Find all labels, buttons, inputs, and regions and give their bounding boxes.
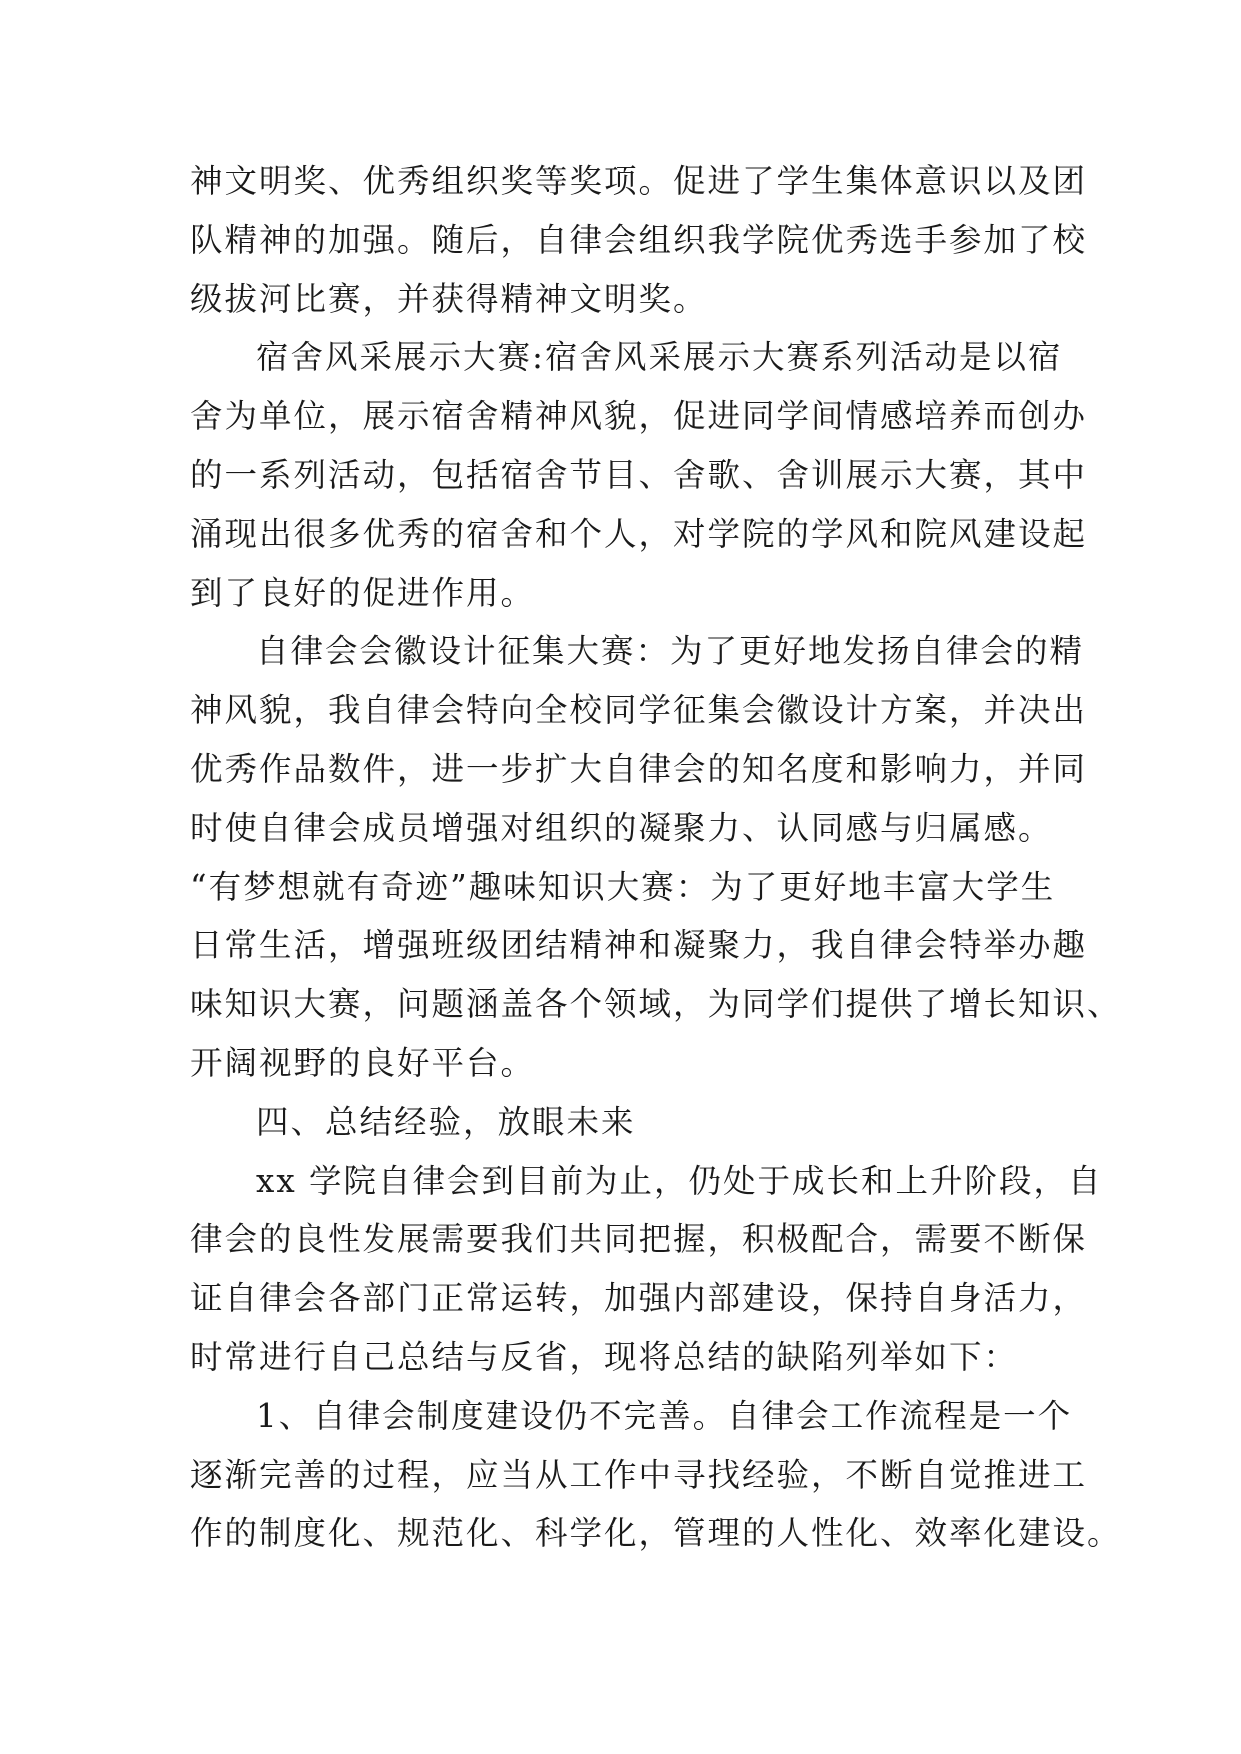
text-line: 时使自律会成员增强对组织的凝聚力、认同感与归属感。	[190, 808, 1053, 847]
body-text	[190, 152, 1122, 1563]
text-line: 队精神的加强。随后，自律会组织我学院优秀选手参加了校	[190, 220, 1088, 259]
section-heading: 四、总结经验，放眼未来	[256, 1102, 636, 1141]
paragraph-first-line: 1、自律会制度建设仍不完善。自律会工作流程是一个	[256, 1396, 1073, 1435]
text-line: 神风貌，我自律会特向全校同学征集会徽设计方案，并决出	[190, 691, 1088, 730]
text-line: 日常生活，增强班级团结精神和凝聚力，我自律会特举办趣	[190, 926, 1088, 965]
text-line: 时常进行自己总结与反省，现将总结的缺陷列举如下：	[190, 1337, 1019, 1376]
paragraph-first-line: xx 学院自律会到目前为止，仍处于成长和上升阶段，自	[256, 1161, 1103, 1200]
text-line: 开阔视野的良好平台。	[190, 1043, 536, 1082]
text-line: 作的制度化、规范化、科学化，管理的人性化、效率化建设。	[190, 1514, 1122, 1553]
text-line: 涌现出很多优秀的宿舍和个人，对学院的学风和院风建设起	[190, 514, 1088, 553]
text-line: 逐渐完善的过程，应当从工作中寻找经验，不断自觉推进工	[190, 1455, 1088, 1494]
text-line: 味知识大赛，问题涵盖各个领域，为同学们提供了增长知识、	[190, 985, 1122, 1024]
text-line: “有梦想就有奇迹”趣味知识大赛：为了更好地丰富大学生	[190, 867, 1056, 906]
text-line: 的一系列活动，包括宿舍节目、舍歌、舍训展示大赛，其中	[190, 455, 1088, 494]
text-line: 舍为单位，展示宿舍精神风貌，促进同学间情感培养而创办	[190, 397, 1088, 436]
paragraph-first-line: 宿舍风采展示大赛:宿舍风采展示大赛系列活动是以宿	[256, 338, 1063, 377]
text-line: 优秀作品数件，进一步扩大自律会的知名度和影响力，并同	[190, 749, 1088, 788]
paragraph-first-line: 自律会会徽设计征集大赛：为了更好地发扬自律会的精	[256, 632, 1085, 671]
text-line: 级拔河比赛，并获得精神文明奖。	[190, 279, 708, 318]
text-line: 神文明奖、优秀组织奖等奖项。促进了学生集体意识以及团	[190, 162, 1088, 200]
text-line: 律会的良性发展需要我们共同把握，积极配合，需要不断保	[190, 1220, 1088, 1259]
text-line: 到了良好的促进作用。	[190, 573, 536, 612]
text-line: 证自律会各部门正常运转，加强内部建设，保持自身活力，	[190, 1279, 1088, 1318]
